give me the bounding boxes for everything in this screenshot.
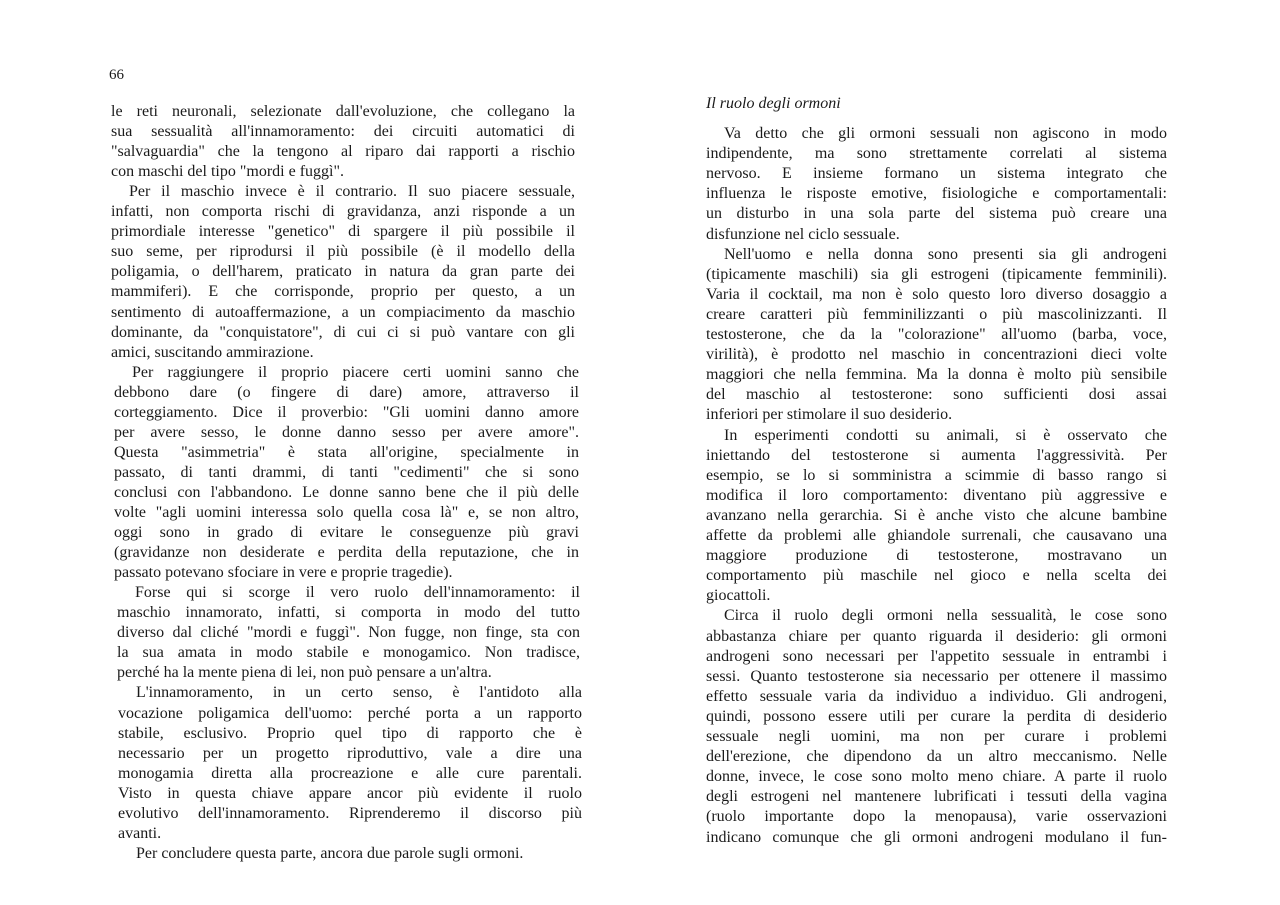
section-title: Il ruolo degli ormoni xyxy=(706,95,841,112)
text-line: Per raggiungere il proprio piacere certi uomini sanno che xyxy=(132,363,579,381)
text-line: avanzano nella gerarchia. Si è anche visto che alcune bambine xyxy=(706,506,1167,524)
text-line: dell'erezione, che dipendono da un altro meccanismo. Nelle xyxy=(706,748,1167,766)
text-line: affette da problemi alle ghiandole surrenali, che causavano una xyxy=(706,527,1167,544)
text-line: la sua amata in modo stabile e monogamico. Non tradisce, xyxy=(117,644,580,662)
text-line: giocattoli. xyxy=(706,587,771,605)
text-line: amici, suscitando ammirazione. xyxy=(111,343,314,361)
text-line: Per il maschio invece è il contrario. Il suo piacere sessuale, xyxy=(129,183,575,201)
text-line: comportamento più maschile nel gioco e nella scelta dei xyxy=(706,567,1167,585)
text-line: (gravidanze non desiderate e perdita della reputazione, che in xyxy=(114,544,579,562)
text-line: sua sessualità all'innamoramento: dei circuiti automatici di xyxy=(111,123,575,141)
text-line: virilità), è prodotto nel maschio in concentrazioni dieci volte xyxy=(706,346,1167,364)
text-line: corteggiamento. Dice il proverbio: "Gli uomini danno amore xyxy=(114,403,579,421)
text-line: maggiori che nella femmina. Ma la donna è molto più sensibile xyxy=(706,366,1167,384)
text-line: In esperimenti condotti su animali, si è osservato che xyxy=(724,426,1167,444)
page-number: 66 xyxy=(109,67,124,83)
text-line: Questa "asimmetria" è stata all'origine, specialmente in xyxy=(114,443,579,461)
text-line: "salvaguardia" che la tengono al riparo dai rapporti a rischio xyxy=(111,143,575,161)
text-line: volte "agli uomini interessa solo quella cosa là" e, se non altro, xyxy=(114,504,579,521)
text-line: iniettando del testosterone si aumenta l'aggressività. Per xyxy=(706,446,1167,464)
text-line: stabile, esclusivo. Proprio quel tipo di rapporto che è xyxy=(118,724,582,742)
text-line: Per concludere questa parte, ancora due parole sugli ormoni. xyxy=(136,844,524,862)
text-line: evolutivo dell'innamoramento. Riprenderemo il discorso più xyxy=(118,804,582,822)
text-line: le reti neuronali, selezionate dall'evoluzione, che collegano la xyxy=(111,103,575,120)
text-line: avanti. xyxy=(118,824,162,842)
text-line: debbono dare (o fingere di dare) amore, attraverso il xyxy=(114,383,579,401)
text-line: indicano comunque che gli ormoni androgeni modulano il fun- xyxy=(706,828,1167,846)
text-line: androgeni sono necessari per l'appetito sessuale in entrambi i xyxy=(706,647,1167,665)
text-line: abbastanza chiare per quanto riguarda il desiderio: gli ormoni xyxy=(706,627,1167,645)
text-line: influenza le risposte emotive, fisiologiche e comportamentali: xyxy=(706,185,1167,203)
text-line: esempio, se lo si somministra a scimmie di basso rango si xyxy=(706,466,1167,484)
text-line: passato potevano sfociare in vere e proprie tragedie). xyxy=(114,564,453,582)
text-line: Forse qui si scorge il vero ruolo dell'innamoramento: il xyxy=(135,584,580,602)
text-line: maggiore produzione di testosterone, mostravano un xyxy=(706,547,1167,565)
text-line: modifica il loro comportamento: diventano più aggressive e xyxy=(706,486,1167,504)
text-line: sessuale negli uomini, ma non per curare i problemi xyxy=(706,728,1167,745)
text-line: sessi. Quanto testosterone sia necessario per ottenere il massimo xyxy=(706,667,1167,685)
text-line: disfunzione nel ciclo sessuale. xyxy=(706,225,900,243)
text-line: diverso dal cliché "mordi e fuggì". Non fugge, non finge, sta con xyxy=(117,624,580,642)
text-line: vocazione poligamica dell'uomo: perché porta a un rapporto xyxy=(118,704,582,722)
text-line: creare caratteri più femminilizzanti o più mascolinizzanti. Il xyxy=(706,305,1167,323)
text-line: donne, invece, le cose sono molto meno chiare. A parte il ruolo xyxy=(706,768,1167,786)
text-line: effetto sessuale varia da individuo a individuo. Gli androgeni, xyxy=(706,687,1167,705)
text-line: passato, di tanti drammi, di tanti "cedimenti" che si sono xyxy=(114,463,579,481)
text-line: nervoso. E insieme formano un sistema integrato che xyxy=(706,165,1167,183)
text-line: monogamia diretta alla procreazione e alle cure parentali. xyxy=(118,764,582,782)
text-line: un disturbo in una sola parte del sistema può creare una xyxy=(706,205,1167,223)
text-line: dominante, da "conquistatore", di cui ci si può vantare con gli xyxy=(111,323,575,341)
text-line: per avere sesso, le donne danno sesso per avere amore". xyxy=(114,423,579,441)
text-line: del maschio al testosterone: sono sufficienti dosi assai xyxy=(706,386,1167,404)
text-line: Va detto che gli ormoni sessuali non agiscono in modo xyxy=(724,125,1167,142)
text-line: indipendente, ma sono strettamente correlati al sistema xyxy=(706,145,1167,163)
text-line: infatti, non comporta rischi di gravidanza, anzi risponde a un xyxy=(111,203,575,221)
text-line: perché ha la mente piena di lei, non può pensare a un'altra. xyxy=(117,664,492,682)
text-line: sentimento di autoaffermazione, a un compiacimento da maschio xyxy=(111,303,575,321)
text-line: mammiferi). E che corrisponde, proprio per questo, a un xyxy=(111,283,575,301)
text-line: con maschi del tipo "mordi e fuggì". xyxy=(111,163,345,181)
text-line: necessario per un progetto riproduttivo, vale a dire una xyxy=(118,744,582,762)
text-line: maschio innamorato, infatti, si comporta in modo del tutto xyxy=(117,604,580,622)
text-line: oggi sono in grado di evitare le conseguenze più gravi xyxy=(114,524,579,542)
text-line: Nell'uomo e nella donna sono presenti sia gli androgeni xyxy=(724,245,1167,263)
text-line: testosterone, che da la "colorazione" all'uomo (barba, voce, xyxy=(706,326,1167,343)
text-line: L'innamoramento, in un certo senso, è l'antidoto alla xyxy=(136,684,582,702)
text-line: conclusi con l'abbandono. Le donne sanno bene che il più delle xyxy=(114,483,579,501)
text-line: poligamia, o dell'harem, praticato in natura da gran parte dei xyxy=(111,263,575,281)
text-line: suo seme, per riprodursi il più possibile (è il modello della xyxy=(111,243,575,261)
text-line: primordiale interesse "genetico" di spargere il più possibile il xyxy=(111,223,575,241)
text-line: Varia il cocktail, ma non è solo questo loro diverso dosaggio a xyxy=(706,285,1167,303)
text-line: quindi, possono essere utili per curare la perdita di desiderio xyxy=(706,707,1167,725)
text-line: inferiori per stimolare il suo desiderio. xyxy=(706,406,953,424)
text-line: degli estrogeni nel mantenere lubrificati i tessuti della vagina xyxy=(706,788,1167,806)
text-line: (tipicamente maschili) sia gli estrogeni (tipicamente femminili). xyxy=(706,265,1167,283)
text-line: Visto in questa chiave appare ancor più evidente il ruolo xyxy=(118,784,582,802)
text-line: (ruolo importante dopo la menopausa), varie osservazioni xyxy=(706,808,1167,826)
text-line: Circa il ruolo degli ormoni nella sessualità, le cose sono xyxy=(724,607,1167,625)
